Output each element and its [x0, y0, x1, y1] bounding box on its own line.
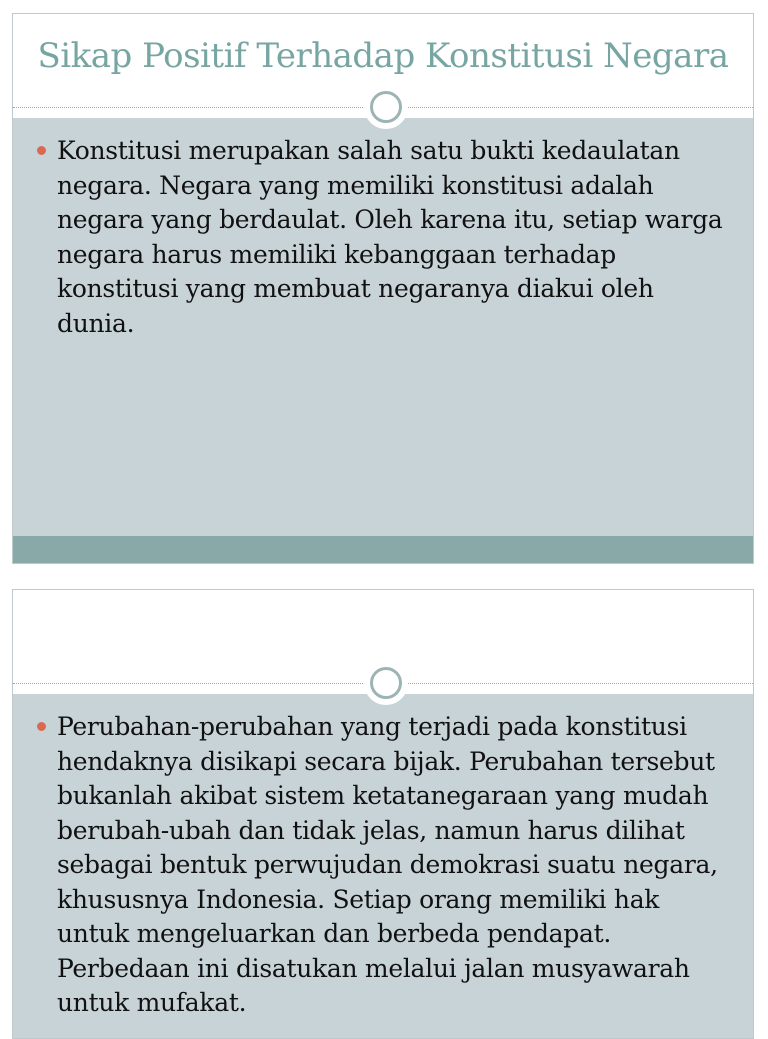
bullet-dot-icon	[37, 722, 46, 731]
bullet-item	[35, 710, 729, 1021]
bullet-item	[35, 134, 729, 341]
bullet-text: Konstitusi merupakan salah satu bukti kedaulatan negara. Negara yang memiliki konstitusi adalah negara yang berdaulat. Oleh karena itu, setiap warga negara harus memiliki kebanggaan terhadap konstitusi yang membuat negaranya diakui oleh dunia.	[57, 136, 723, 338]
slide-2	[12, 589, 754, 1039]
footer-band	[13, 536, 753, 563]
slide-title: Sikap Positif Terhadap Konstitusi Negara	[37, 36, 729, 76]
bullet-text: Perubahan-perubahan yang terjadi pada konstitusi hendaknya disikapi secara bijak. Perubahan tersebut bukanlah akibat sistem ketatanegaraan yang mudah berubah-ubah dan tidak jelas, namun harus dilihat sebagai bentuk perwujudan demokrasi suatu negara, khususnya Indonesia. Setiap orang memiliki hak untuk mengeluarkan dan berbeda pendapat. Perbedaan ini disatukan melalui jalan musyawarah untuk mufakat.	[57, 712, 718, 1017]
circle-ring-icon	[364, 661, 408, 705]
slide-1	[12, 13, 754, 564]
bullet-dot-icon	[37, 146, 46, 155]
circle-ring-icon	[364, 85, 408, 129]
